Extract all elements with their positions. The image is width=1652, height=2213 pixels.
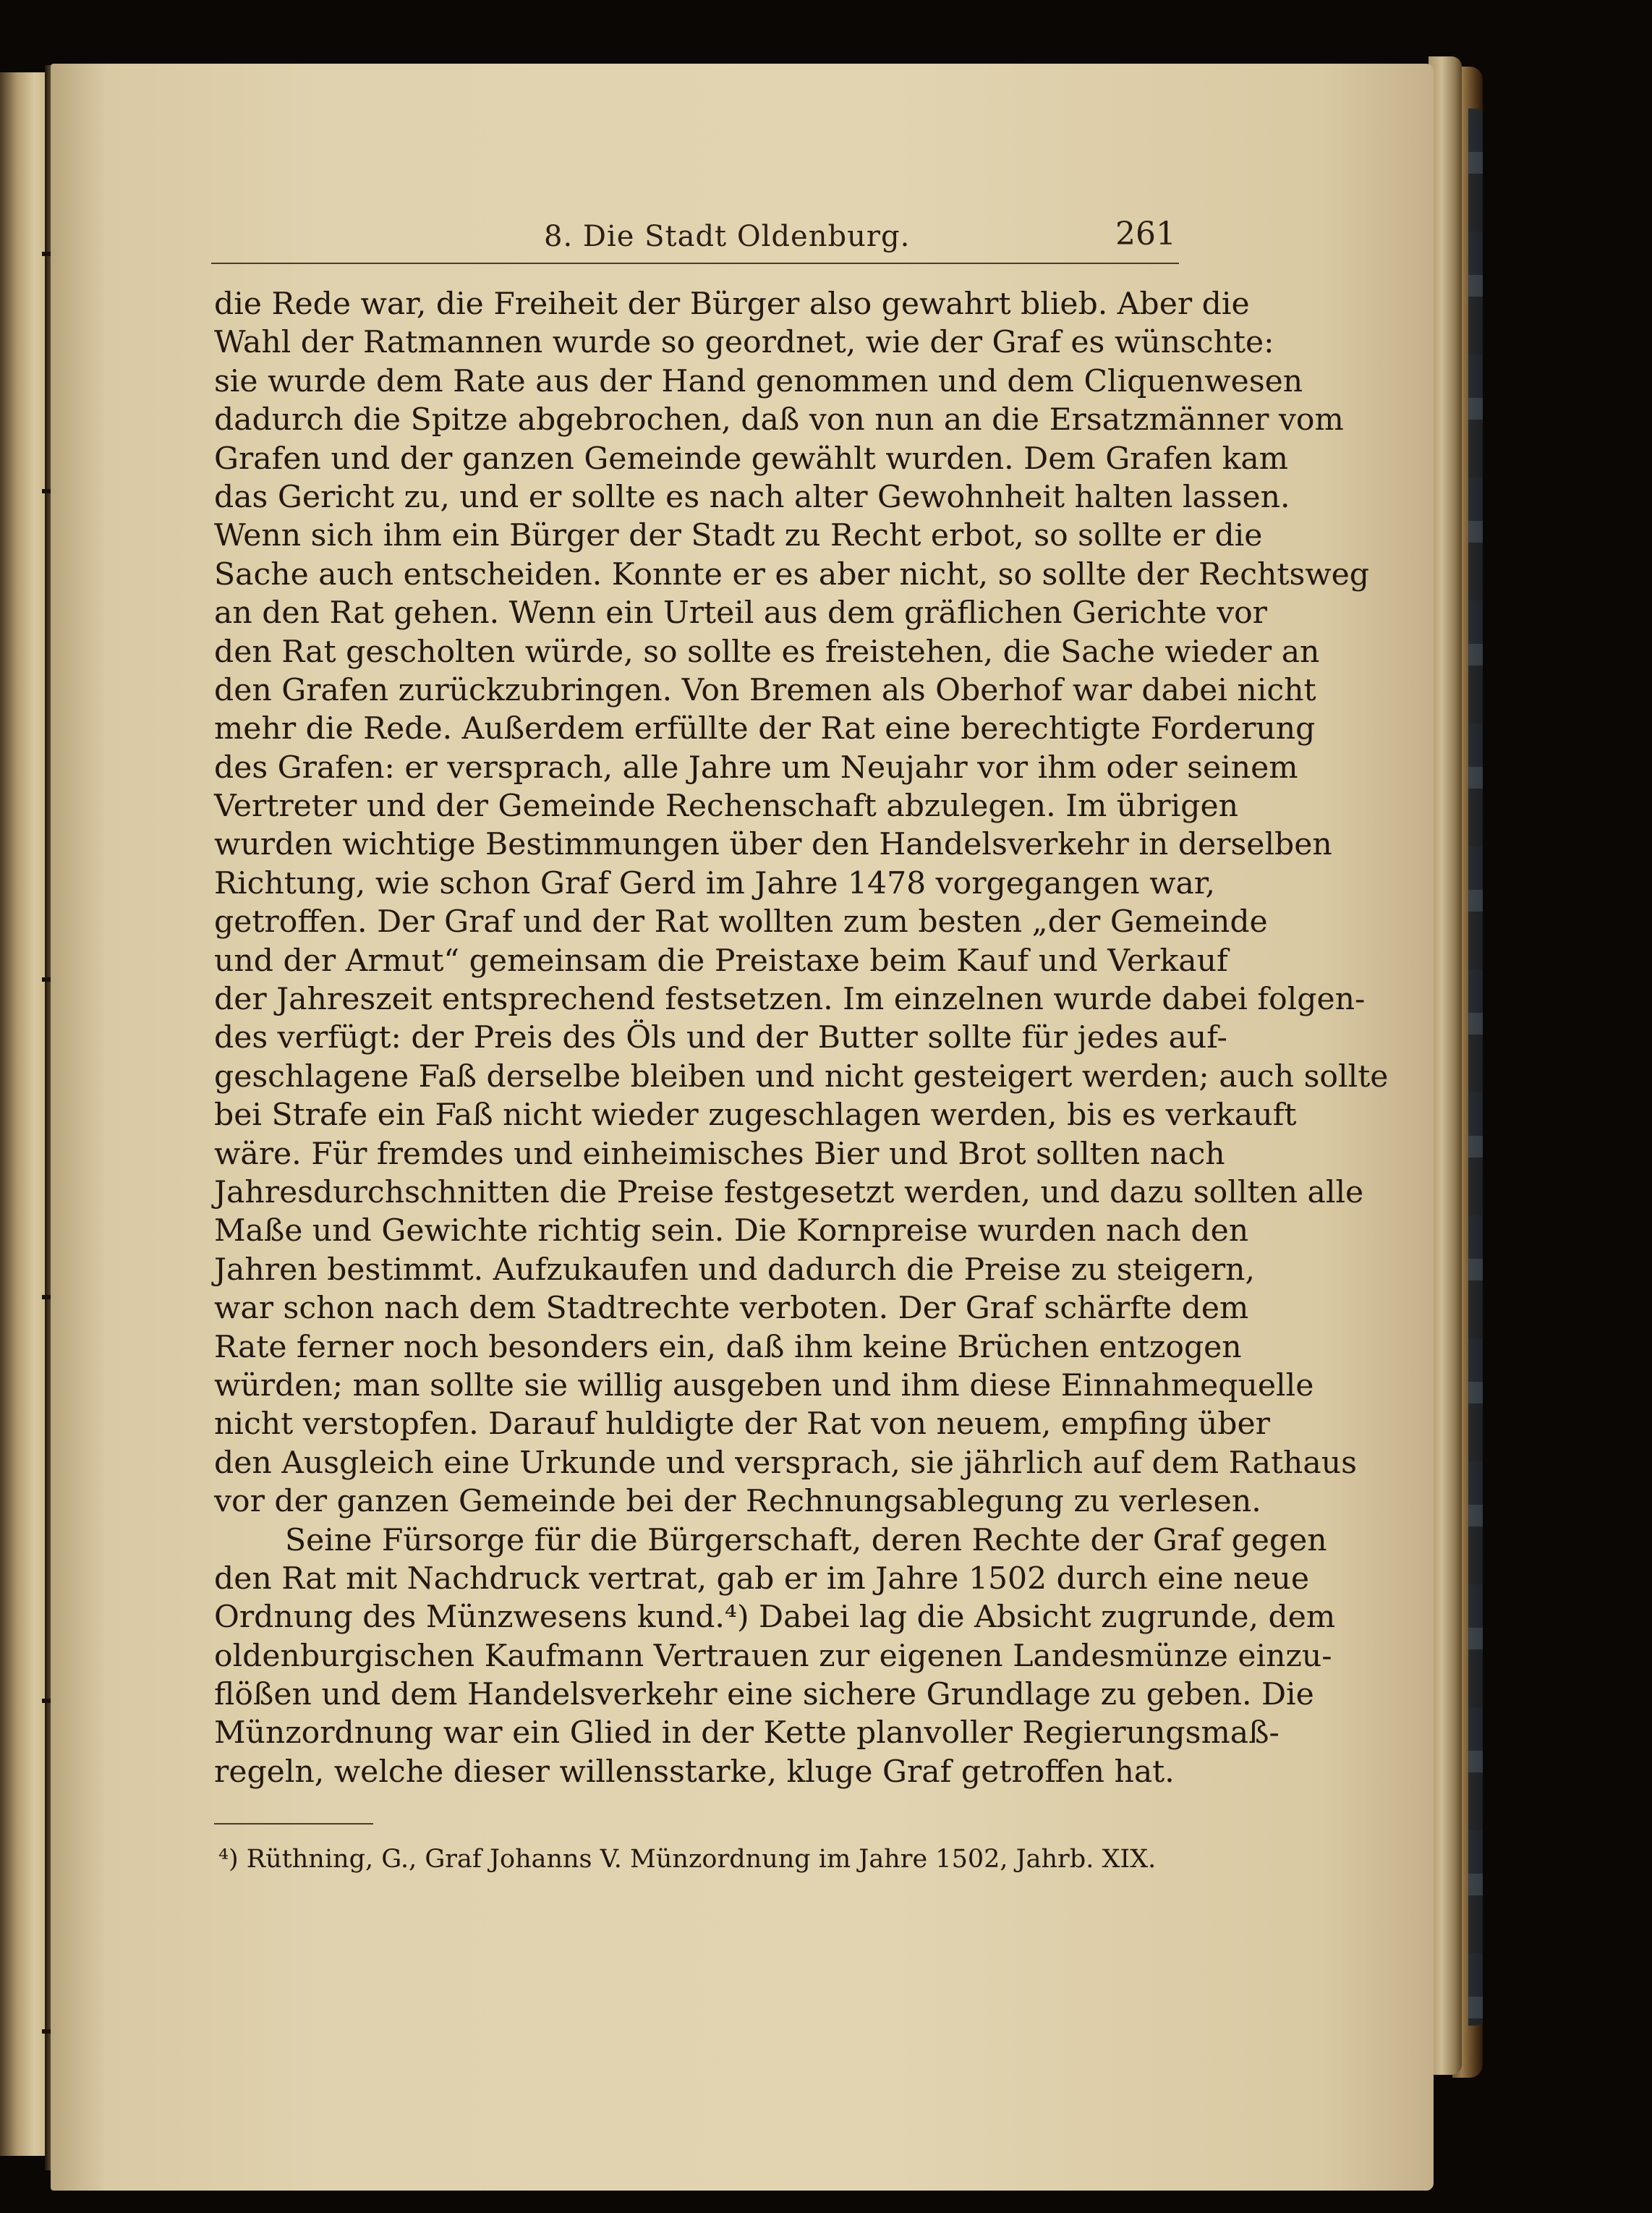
text-line: den Grafen zurückzubringen. Von Bremen als Oberhof war dabei nicht bbox=[214, 672, 1316, 708]
text-line: Jahren bestimmt. Aufzukaufen und dadurch die Preise zu steigern, bbox=[214, 1252, 1256, 1288]
text-line: wurden wichtige Bestimmungen über den Handelsverkehr in derselben bbox=[214, 827, 1332, 863]
text-line: bei Strafe ein Faß nicht wieder zugeschlagen werden, bis es verkauft bbox=[214, 1097, 1297, 1134]
text-line: würden; man sollte sie willig ausgeben und ihm diese Einnahmequelle bbox=[214, 1367, 1314, 1403]
text-line: Münzordnung war ein Glied in der Kette planvoller Regierungsmaß- bbox=[214, 1715, 1280, 1751]
text-line: Rate ferner noch besonders ein, daß ihm keine Brüchen entzogen bbox=[214, 1329, 1242, 1365]
text-line: Grafen und der ganzen Gemeinde gewählt wurden. Dem Grafen kam bbox=[214, 441, 1288, 477]
text-line: den Rat gescholten würde, so sollte es freistehen, die Sache wieder an bbox=[214, 634, 1320, 670]
text-line: Maße und Gewichte richtig sein. Die Kornpreise wurden nach den bbox=[214, 1213, 1249, 1249]
footnote-rule bbox=[214, 1823, 373, 1825]
footnote: ⁴) Rüthning, G., Graf Johanns V. Münzordnung im Jahre 1502, Jahrb. XIX. bbox=[218, 1845, 1157, 1874]
header-rule bbox=[211, 263, 1179, 264]
text-line: den Rat mit Nachdruck vertrat, gab er im Jahre 1502 durch eine neue bbox=[214, 1560, 1310, 1597]
text-line: Vertreter und der Gemeinde Rechenschaft abzulegen. Im übrigen bbox=[214, 789, 1238, 825]
text-line: mehr die Rede. Außerdem erfüllte der Rat eine berechtigte Forderung bbox=[214, 711, 1316, 747]
spine-cloth bbox=[1468, 109, 1483, 2026]
text-line: war schon nach dem Stadtrechte verboten. Der Graf schärfte dem bbox=[214, 1291, 1249, 1327]
text-line: die Rede war, die Freiheit der Bürger also gewahrt blieb. Aber die bbox=[214, 286, 1250, 322]
body-text bbox=[214, 285, 1389, 1791]
text-line: das Gericht zu, und er sollte es nach alter Gewohnheit halten lassen. bbox=[214, 479, 1290, 515]
text-line: Wahl der Ratmannen wurde so geordnet, wie der Graf es wünschte: bbox=[214, 325, 1274, 361]
text-line: wäre. Für fremdes und einheimisches Bier und Brot sollten nach bbox=[214, 1136, 1225, 1172]
text-line: dadurch die Spitze abgebrochen, daß von nun an die Ersatzmänner vom bbox=[214, 402, 1344, 438]
text-line: den Ausgleich eine Urkunde und versprach, sie jährlich auf dem Rathaus bbox=[214, 1445, 1357, 1481]
text-line: und der Armut“ gemeinsam die Preistaxe beim Kauf und Verkauf bbox=[214, 943, 1228, 979]
text-line: Sache auch entscheiden. Konnte er es aber nicht, so sollte der Rechtsweg bbox=[214, 556, 1370, 592]
text-line: Seine Fürsorge für die Bürgerschaft, deren Rechte der Graf gegen bbox=[285, 1522, 1327, 1558]
text-line: regeln, welche dieser willensstarke, kluge Graf getroffen hat. bbox=[214, 1754, 1175, 1790]
text-line: Richtung, wie schon Graf Gerd im Jahre 1478 vorgegangen war, bbox=[214, 865, 1215, 901]
facing-page-edge bbox=[0, 72, 49, 2156]
text-line: flößen und dem Handelsverkehr eine sichere Grundlage zu geben. Die bbox=[214, 1677, 1314, 1713]
text-line: sie wurde dem Rate aus der Hand genommen und dem Cliquenwesen bbox=[214, 363, 1303, 399]
text-line: getroffen. Der Graf und der Rat wollten zum besten „der Gemeinde bbox=[214, 904, 1268, 940]
text-line: oldenburgischen Kaufmann Vertrauen zur eigenen Landesmünze einzu- bbox=[214, 1638, 1332, 1674]
text-line: Jahresdurchschnitten die Preise festgesetzt werden, und dazu sollten alle bbox=[214, 1174, 1364, 1210]
text-line: nicht verstopfen. Darauf huldigte der Rat von neuem, empfing über bbox=[214, 1406, 1270, 1443]
text-line: Wenn sich ihm ein Bürger der Stadt zu Recht erbot, so sollte er die bbox=[214, 518, 1263, 554]
text-line: an den Rat gehen. Wenn ein Urteil aus dem gräflichen Gerichte vor bbox=[214, 595, 1267, 632]
text-line: vor der ganzen Gemeinde bei der Rechnungsablegung zu verlesen. bbox=[214, 1484, 1261, 1520]
text-line: des Grafen: er versprach, alle Jahre um Neujahr vor ihm oder seinem bbox=[214, 749, 1298, 786]
text-line: Ordnung des Münzwesens kund.⁴) Dabei lag die Absicht zugrunde, dem bbox=[214, 1600, 1336, 1636]
page-header bbox=[211, 216, 1179, 266]
text-line: geschlagene Faß derselbe bleiben und nicht gesteigert werden; auch sollte bbox=[214, 1058, 1389, 1095]
text-line: der Jahreszeit entsprechend festsetzen. Im einzelnen wurde dabei folgen- bbox=[214, 982, 1366, 1018]
running-title: 8. Die Stadt Oldenburg. bbox=[544, 220, 911, 253]
page-number: 261 bbox=[1115, 216, 1176, 252]
text-line: des verfügt: der Preis des Öls und der Butter sollte für jedes auf- bbox=[214, 1020, 1227, 1056]
